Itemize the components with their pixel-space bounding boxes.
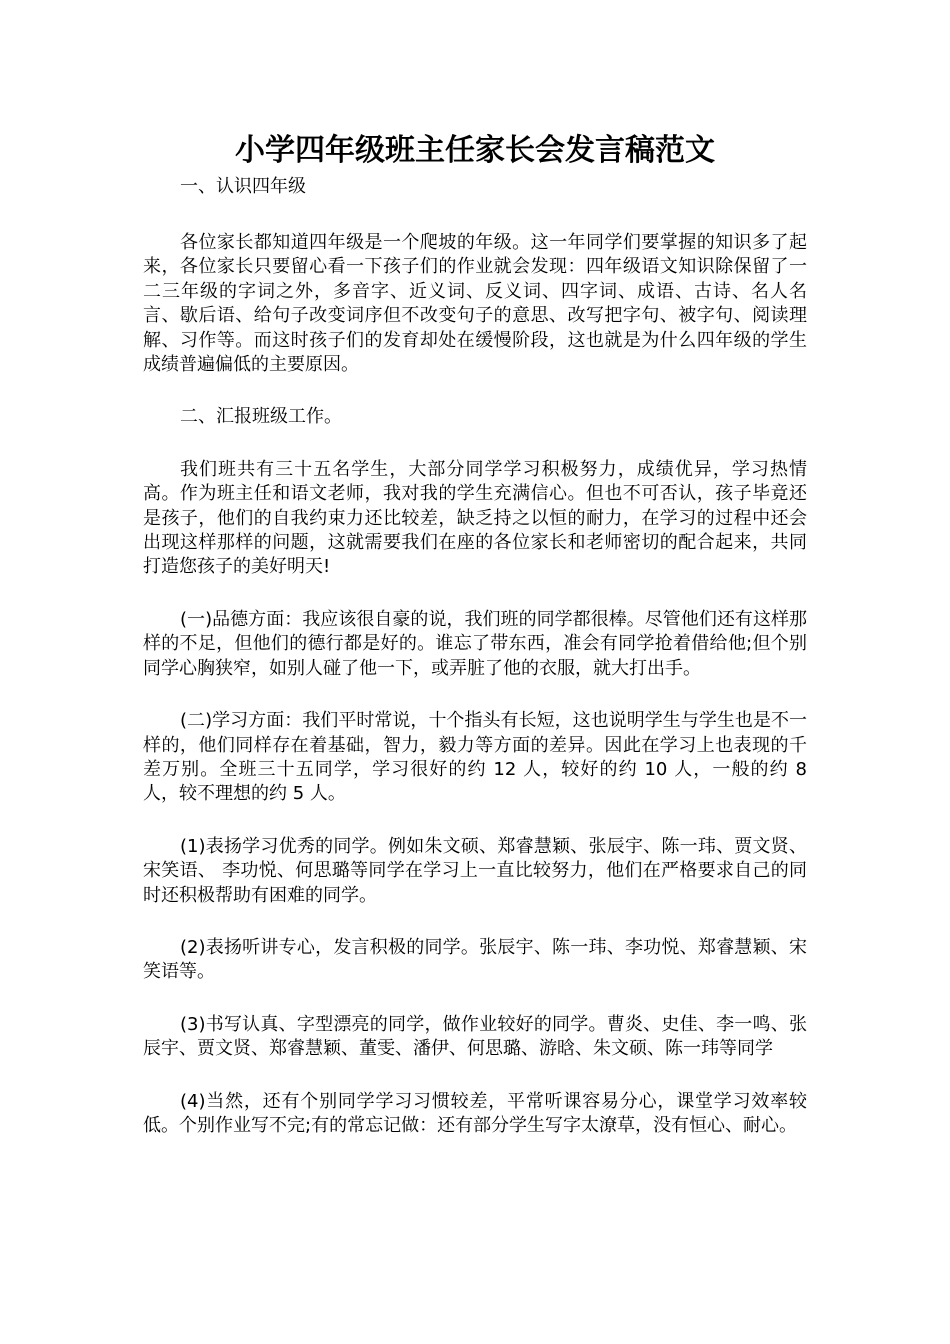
spacer <box>143 1062 807 1090</box>
item-3-paragraph: (3)书写认真、字型漂亮的同学，做作业较好的同学。曹炎、史佳、李一鸣、张辰宇、贾文贤、郑睿慧颖、董雯、潘伊、何思璐、游晗、朱文硕、陈一玮等同学 <box>143 1013 807 1060</box>
section-2-paragraph: 我们班共有三十五名学生，大部分同学学习积极努力，成绩优异，学习热情高。作为班主任和语文老师，我对我的学生充满信心。但也不可否认，孩子毕竟还是孩子，他们的自我约束力还比较差，缺乏持之以恒的耐力，在学习的过程中还会出现这样那样的问题，这就需要我们在座的各位家长和老师密切的配合起来，共同打造您孩子的美好明天! <box>143 458 807 578</box>
spacer <box>143 908 807 936</box>
spacer <box>143 430 807 458</box>
moral-paragraph: (一)品德方面：我应该很自豪的说，我们班的同学都很棒。尽管他们还有这样那样的不足，但他们的德行都是好的。谁忘了带东西，准会有同学抢着借给他;但个别同学心胸狭窄，如别人碰了他一下，或弄脏了他的衣服，就大打出手。 <box>143 608 807 679</box>
study-paragraph: (二)学习方面：我们平时常说，十个指头有长短，这也说明学生与学生也是不一样的，他们同样存在着基础，智力，毅力等方面的差异。因此在学习上也表现的千差万别。全班三十五同学，学习很好的约 12 人，较好的约 10 人，一般的约 8 人，较不理想的约 5 人。 <box>143 710 807 805</box>
section-2-heading: 二、汇报班级工作。 <box>180 406 342 428</box>
item-4-paragraph: (4)当然，还有个别同学学习习惯较差，平常听课容易分心，课堂学习效率较低。个别作业写不完;有的常忘记做：还有部分学生写字太潦草，没有恒心、耐心。 <box>143 1090 807 1136</box>
document-page <box>143 128 807 1138</box>
item-2-paragraph: (2)表扬听讲专心，发言积极的同学。张辰宇、陈一玮、李功悦、郑睿慧颖、宋笑语等。 <box>143 936 807 983</box>
section-1-heading: 一、认识四年级 <box>180 176 306 197</box>
spacer <box>143 580 807 608</box>
spacer <box>143 200 807 231</box>
item-1-paragraph: (1)表扬学习优秀的同学。例如朱文硕、郑睿慧颖、张辰宇、陈一玮、贾文贤、宋笑语、 李功悦、何思璐等同学在学习上一直比较努力，他们在严格要求自己的同时还积极帮助有困难的同学。 <box>143 835 807 906</box>
document-title: 小学四年级班主任家长会发言稿范文 <box>235 133 715 168</box>
spacer <box>143 985 807 1013</box>
spacer <box>143 681 807 709</box>
spacer <box>143 807 807 835</box>
section-1-paragraph: 各位家长都知道四年级是一个爬坡的年级。这一年同学们要掌握的知识多了起来，各位家长只要留心看一下孩子们的作业就会发现：四年级语文知识除保留了一二三年级的字词之外，多音字、近义词、反义词、四字词、成语、古诗、名人名言、歇后语、给句子改变词序但不改变句子的意思、改写把字句、被字句、阅读理解、习作等。而这时孩子们的发育却处在缓慢阶段，这也就是为什么四年级的学生成绩普遍偏低的主要原因。 <box>143 232 807 376</box>
spacer <box>143 377 807 405</box>
